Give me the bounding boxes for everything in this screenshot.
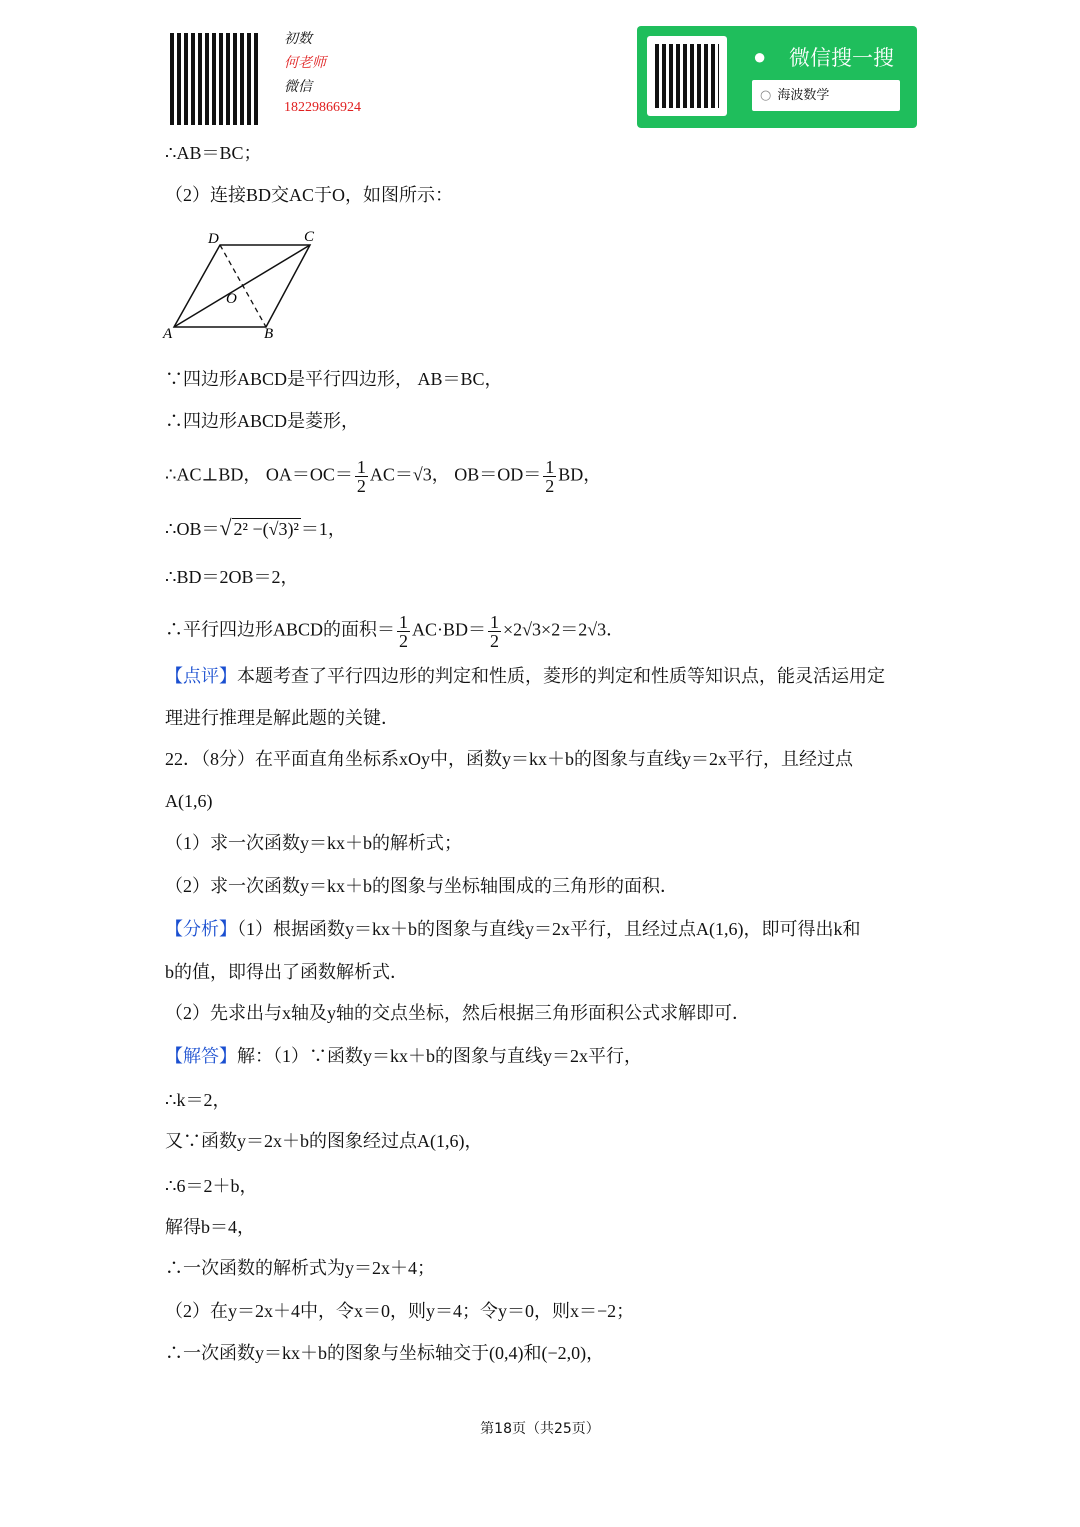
header-phone: 18229866924 (284, 100, 361, 115)
parallelogram-figure (160, 225, 330, 345)
text-segment: AC·BD＝ (412, 619, 487, 640)
label-o: O (226, 291, 237, 307)
header-text: 初数 (284, 32, 312, 47)
sqrt-sign: √ (219, 515, 232, 540)
text-segment: ＝1， (300, 519, 346, 539)
text-line: ∴四边形ABCD是菱形， (165, 411, 360, 431)
search-icon: ○ (760, 88, 772, 103)
text-segment: 解：（1）∵函数y＝kx＋b的图象与直线y＝2x平行， (237, 1046, 642, 1066)
text-line: ∵四边形ABCD是平行四边形， AB＝BC， (165, 369, 503, 389)
math-line (165, 516, 346, 541)
text-segment: BD， (558, 464, 602, 485)
text-line: ∴一次函数y＝kx＋b的图象与坐标轴交于(0,4)和(−2,0)， (165, 1343, 605, 1363)
header-wechat-label: 微信 (284, 80, 312, 95)
text-segment: ∴平行四边形ABCD的面积＝ (165, 619, 396, 640)
fraction: $\frac{1}{2}$ (490, 612, 500, 651)
text-line: （2）连接BD交AC于O，如图所示： (165, 185, 454, 205)
comment-tag: 【点评】 (165, 666, 237, 686)
text-segment: ×2√3×2＝2√3． (503, 619, 625, 640)
text-line: 理进行推理是解此题的关键． (165, 708, 399, 728)
sqrt-body: 2² −(√3)² (233, 519, 299, 539)
qr-code-image (170, 33, 260, 125)
wechat-search-banner (637, 26, 917, 128)
wechat-qr-code (647, 36, 727, 116)
wechat-icon: ● (753, 44, 767, 69)
analysis-line (165, 917, 860, 941)
text-line: 解得b＝4， (165, 1217, 255, 1237)
text-line: ∴一次函数的解析式为y＝2x＋4； (165, 1258, 435, 1278)
text-line: ∴AB＝BC； (165, 143, 262, 163)
question-line: 22．（8分）在平面直角坐标系xOy中，函数y＝kx＋b的图象与直线y＝2x平行，且经过点 (165, 749, 853, 769)
label-a: A (163, 326, 173, 342)
comment-line (165, 664, 885, 688)
text-segment: ∴AC⊥BD， OA＝OC＝ (165, 464, 353, 485)
text-segment: ∴OB＝ (165, 519, 220, 539)
header-teacher: 何老师 (284, 56, 326, 71)
text-line: ∴6＝2＋b， (165, 1176, 258, 1196)
math-line (165, 458, 601, 495)
math-line (165, 613, 624, 650)
analysis-tag: 【分析】 (165, 919, 237, 939)
text-line: 又∵函数y＝2x＋b的图象经过点A(1,6)， (165, 1131, 483, 1151)
fraction: $\frac{1}{2}$ (545, 457, 555, 496)
label-d: D (208, 231, 219, 247)
fraction: $\frac{1}{2}$ (356, 457, 366, 496)
diagonal-ac (174, 245, 310, 327)
text-line: ∴k＝2， (165, 1090, 231, 1110)
text-line: （2）先求出与x轴及y轴的交点坐标，然后根据三角形面积公式求解即可． (165, 1003, 750, 1023)
text-line: （2）在y＝2x＋4中，令x＝0，则y＝4；令y＝0，则x＝−2； (165, 1301, 635, 1321)
answer-tag: 【解答】 (165, 1046, 237, 1066)
wechat-search-box (752, 80, 900, 111)
wechat-title: 微信搜一搜 (789, 46, 894, 70)
text-line: A(1,6) (165, 791, 213, 811)
text-line: （2）求一次函数y＝kx＋b的图象与坐标轴围成的三角形的面积． (165, 876, 678, 896)
page-number: 第18页（共25页） (480, 1421, 600, 1437)
text-segment: AC＝√3， OB＝OD＝ (369, 464, 542, 485)
text-segment: 本题考查了平行四边形的判定和性质，菱形的判定和性质等知识点，能灵活运用定 (237, 666, 885, 686)
label-b: B (264, 326, 274, 342)
text-line: b的值，即得出了函数解析式． (165, 962, 408, 982)
text-line: ∴BD＝2OB＝2， (165, 567, 299, 587)
fraction: $\frac{1}{2}$ (399, 612, 409, 651)
text-segment: （1）根据函数y＝kx＋b的图象与直线y＝2x平行，且经过点A(1,6)，即可得出k和 (237, 919, 861, 939)
answer-line (165, 1044, 642, 1068)
label-c: C (304, 229, 315, 245)
wechat-search-text: 海波数学 (777, 88, 830, 103)
diagonal-bd (220, 245, 266, 327)
text-line: （1）求一次函数y＝kx＋b的解析式； (165, 833, 462, 853)
